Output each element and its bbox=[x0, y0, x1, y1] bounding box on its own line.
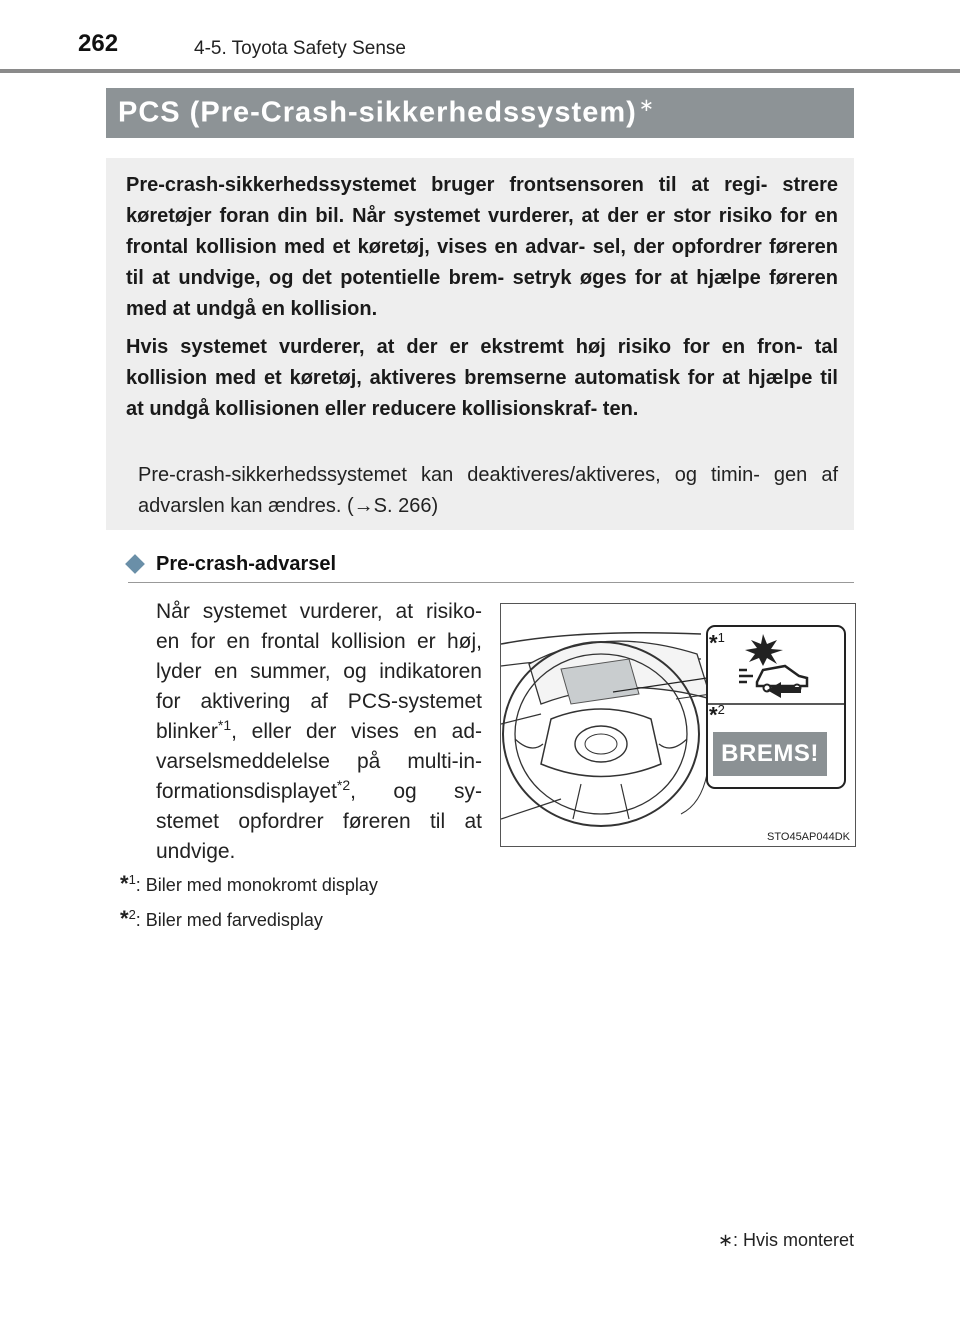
bottom-note: ∗: Hvis monteret bbox=[717, 1230, 854, 1250]
intro-paragraph-1: Pre-crash-sikkerhedssystemet bruger frontsensoren til at regi- strere køretøjer foran din bil. Når systemet vurderer, at der er stor risiko for en frontal kollision med et køretøj, vises en advar- sel, der opfordrer føreren til at undvige, og det potentielle brem- setryk øges for at hjælpe føreren med at undgå en kollision. bbox=[126, 174, 838, 320]
footnote-ref-2: *2 bbox=[336, 777, 351, 793]
footnote-2: *$^2$: Biler med farvedisplay bbox=[120, 906, 323, 931]
figure-code: STO45AP044DK bbox=[767, 831, 850, 843]
title-asterisk: ∗ bbox=[638, 95, 655, 115]
subsection-title: Pre-crash-advarsel bbox=[156, 553, 337, 575]
callout-label-2: *$^2$ bbox=[709, 702, 725, 728]
page-title: PCS (Pre-Crash-sikkerhedssystem) ∗ bbox=[118, 95, 655, 129]
arrow-icon: → bbox=[353, 495, 374, 517]
brems-message: BREMS! bbox=[721, 740, 819, 767]
dashboard-illustration bbox=[500, 603, 856, 847]
intro-note: Pre-crash-sikkerhedssystemet kan deaktiveres/aktiveres, og timin- gen af advarslen kan ændres. (→S. 266) bbox=[138, 464, 838, 517]
dashboard-drawing bbox=[501, 604, 855, 846]
body-paragraph: Når systemet vurderer, at risiko- en for en frontal kollision er høj, lyder en summer, og indikatoren for aktivering af PCS-systemet blinker$^{*1}$, eller der vises en ad- varselsmeddelelse på multi-in- formationsdisplayet$^{*2}$, og sy- stemet opfordrer føreren til at undvige. bbox=[156, 600, 482, 863]
footnotes bbox=[120, 866, 500, 936]
subsection-rule bbox=[128, 582, 854, 583]
section-label: 4-5. Toyota Safety Sense bbox=[194, 38, 406, 59]
diamond-icon bbox=[125, 554, 145, 574]
intro-paragraph-2: Hvis systemet vurderer, at der er ekstremt høj risiko for en fron- tal kollision med et køretøj, aktiveres bremserne automatisk for at hjælpe til at undgå kollisionen eller reducere kollisionskraf- ten. bbox=[126, 336, 838, 420]
footnote-ref-1: *1 bbox=[217, 717, 232, 733]
header-rule bbox=[0, 69, 960, 73]
subsection-header bbox=[128, 551, 854, 585]
intro-box bbox=[106, 158, 854, 530]
callout-label-1: *$^1$ bbox=[709, 630, 725, 656]
title-bar bbox=[106, 88, 854, 138]
footnote-1: *$^1$: Biler med monokromt display bbox=[120, 871, 378, 896]
page-header bbox=[0, 0, 960, 74]
page-number: 262 bbox=[78, 30, 119, 57]
page-reference: S. 266) bbox=[373, 495, 439, 517]
